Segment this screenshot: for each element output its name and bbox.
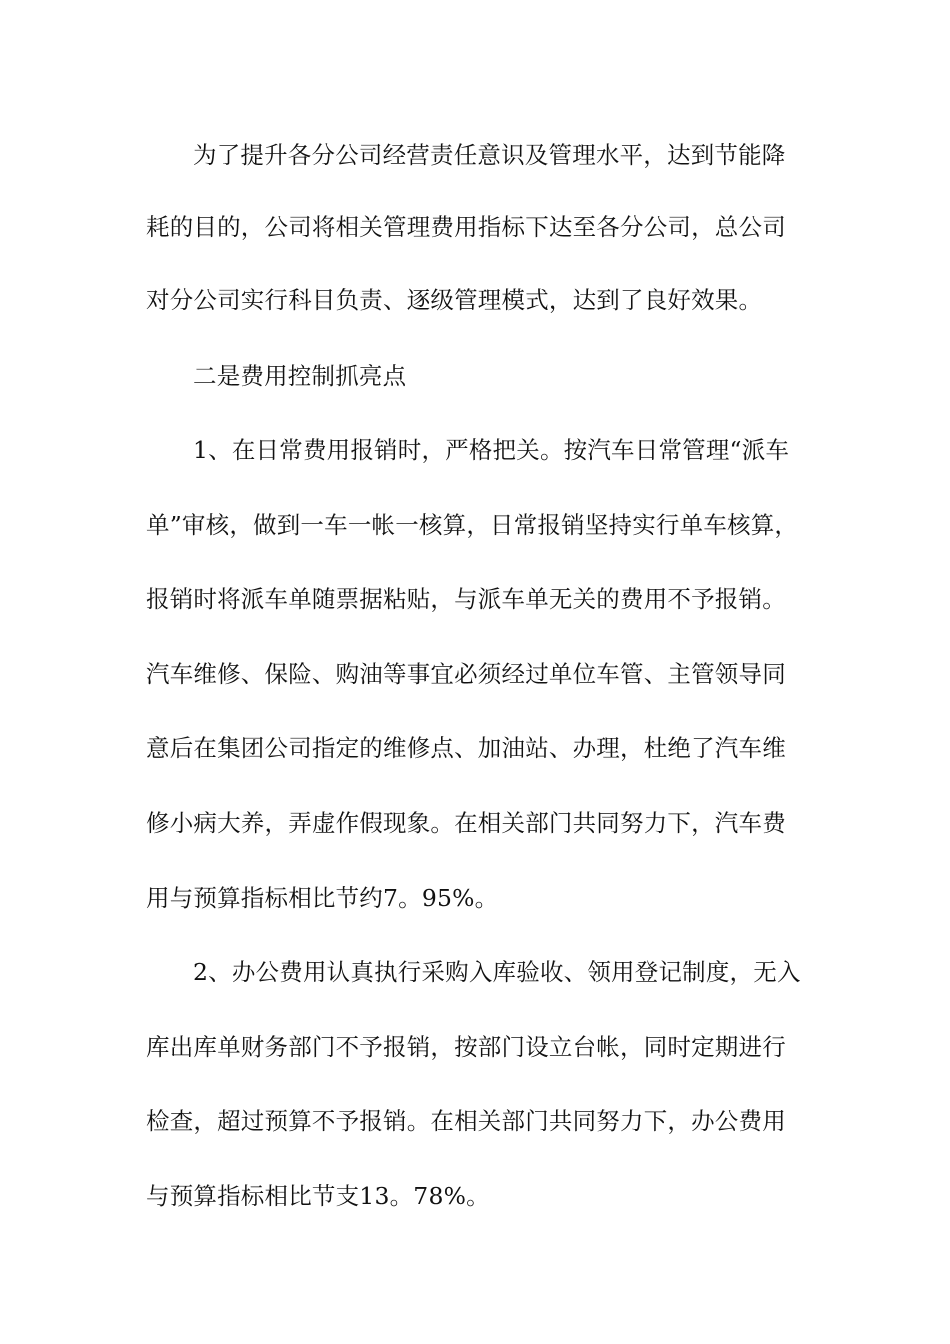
- paragraph-3-line-2: 库出库单财务部门不予报销，按部门设立台帐，同时定期进行: [146, 1033, 786, 1061]
- paragraph-2-line-7: 用与预算指标相比节约7。95%。: [146, 884, 499, 912]
- paragraph-1-line-1: 为了提升各分公司经营责任意识及管理水平，达到节能降: [193, 141, 786, 169]
- paragraph-1-line-3: 对分公司实行科目负责、逐级管理模式，达到了良好效果。: [146, 286, 763, 314]
- paragraph-1-line-2: 耗的目的，公司将相关管理费用指标下达至各分公司，总公司: [146, 213, 786, 241]
- section-heading: 二是费用控制抓亮点: [193, 362, 407, 390]
- paragraph-2-line-2: 单”审核，做到一车一帐一核算，日常报销坚持实行单车核算，: [146, 511, 799, 539]
- paragraph-2-line-3: 报销时将派车单随票据粘贴，与派车单无关的费用不予报销。: [146, 585, 786, 613]
- paragraph-2-line-4: 汽车维修、保险、购油等事宜必须经过单位车管、主管领导同: [146, 660, 786, 688]
- paragraph-3-line-1: 2、办公费用认真执行采购入库验收、领用登记制度，无入: [193, 958, 801, 986]
- paragraph-2-line-6: 修小病大养，弄虚作假现象。在相关部门共同努力下，汽车费: [146, 809, 786, 837]
- paragraph-2-line-5: 意后在集团公司指定的维修点、加油站、办理，杜绝了汽车维: [146, 734, 786, 762]
- paragraph-2-line-1: 1、在日常费用报销时，严格把关。按汽车日常管理“派车: [193, 436, 790, 464]
- paragraph-3-line-4: 与预算指标相比节支13。78%。: [146, 1182, 490, 1210]
- paragraph-3-line-3: 检查，超过预算不予报销。在相关部门共同努力下，办公费用: [146, 1107, 786, 1135]
